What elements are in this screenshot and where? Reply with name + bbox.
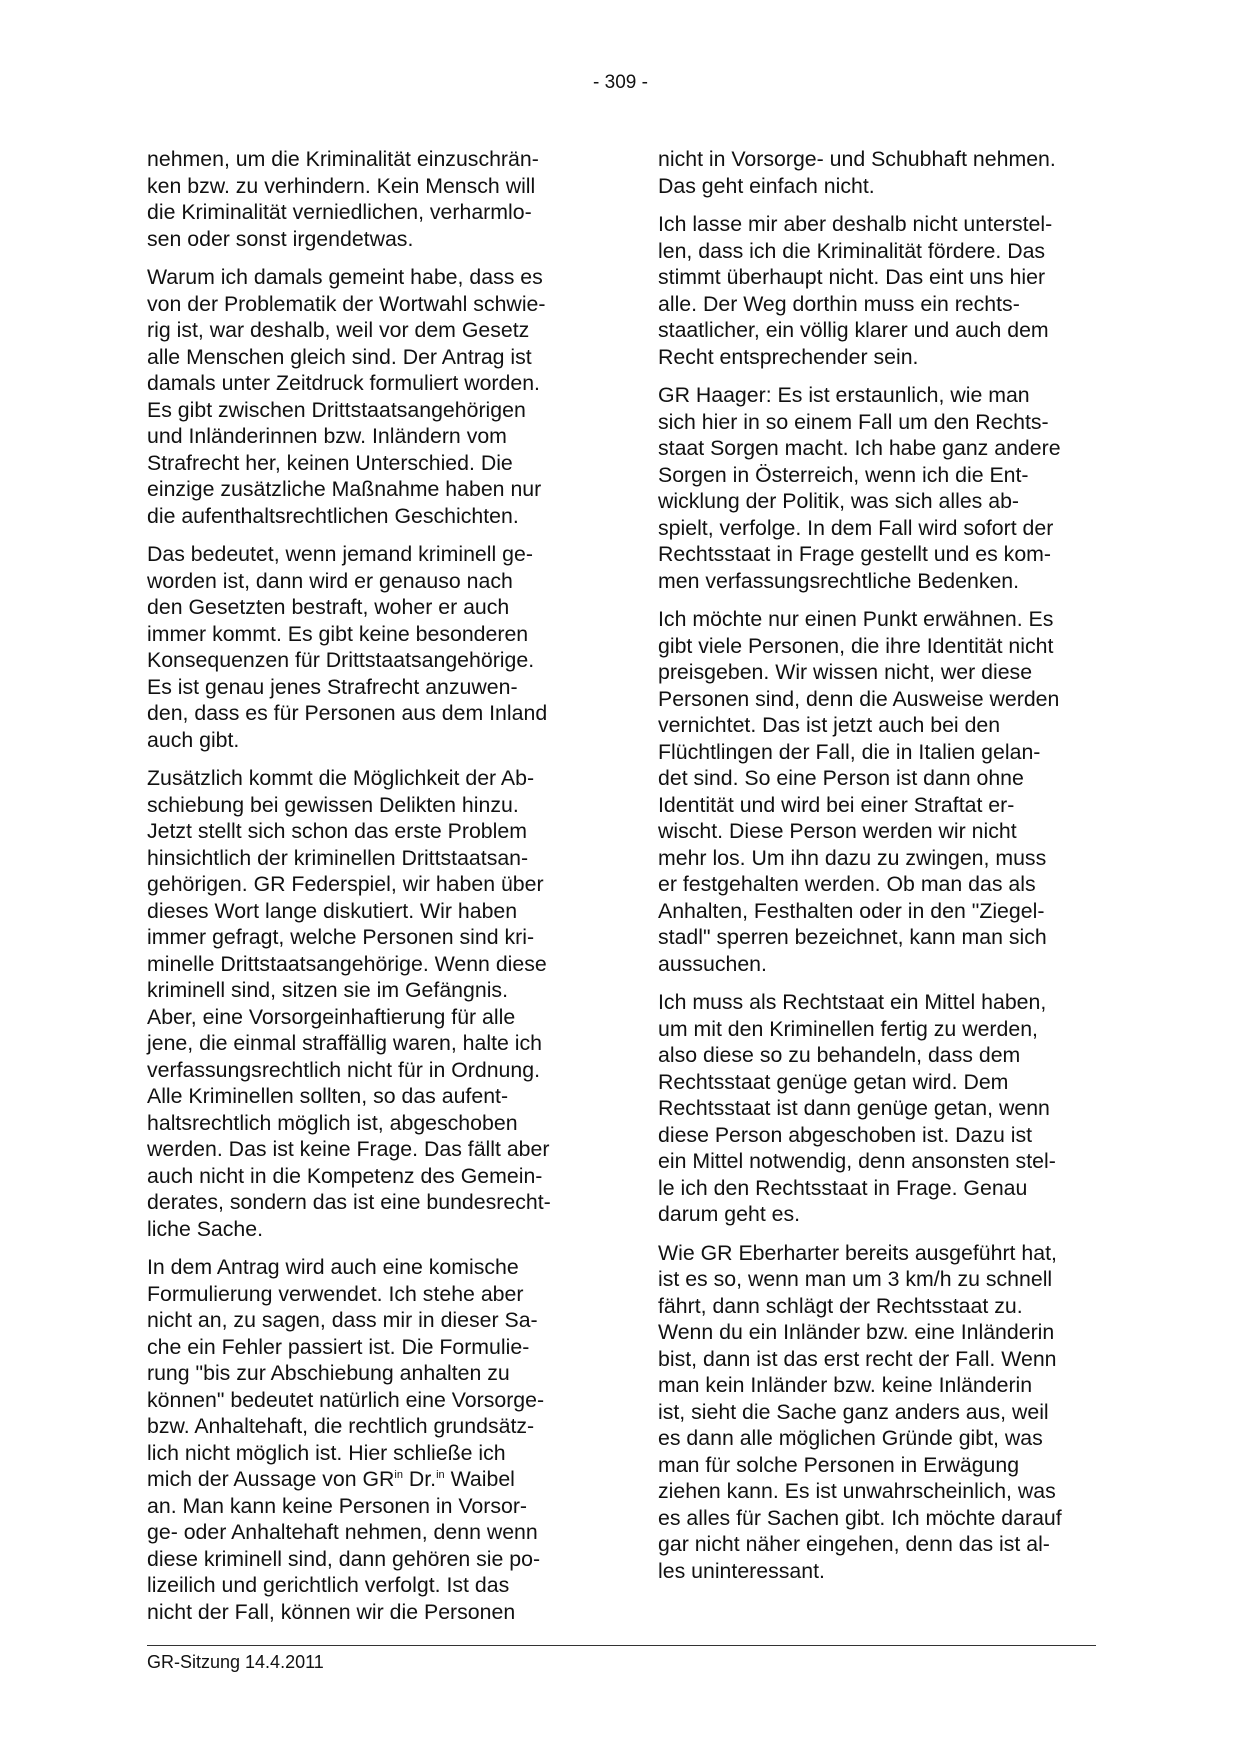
text-line: wischt. Diese Person werden wir nicht bbox=[658, 819, 1017, 843]
text-line: er festgehalten werden. Ob man das als bbox=[658, 872, 1036, 896]
text-line: aussuchen. bbox=[658, 951, 767, 976]
text-line: Das geht einfach nicht. bbox=[658, 173, 875, 198]
text-line: schiebung bei gewissen Delikten hinzu. bbox=[147, 792, 519, 817]
text-line: alle Menschen gleich sind. Der Antrag ist bbox=[147, 344, 532, 369]
text-line: len, dass ich die Kriminalität fördere. Das bbox=[658, 238, 1046, 263]
text-line: lizeilich und gerichtlich verfolgt. Ist das bbox=[147, 1573, 510, 1597]
text-line: Ich möchte nur einen Punkt erwähnen. Es bbox=[658, 607, 1054, 631]
text-line: Das bedeutet, wenn jemand kriminell ge- bbox=[147, 542, 533, 566]
text-line: Wie GR Eberharter bereits ausgeführt hat, bbox=[658, 1240, 1057, 1265]
text-line: nicht an, zu sagen, dass mir in dieser Sa- bbox=[147, 1308, 538, 1332]
paragraph bbox=[147, 264, 587, 529]
text-line: GR Haager: Es ist erstaunlich, wie man bbox=[658, 383, 1030, 407]
text-line: Jetzt stellt sich schon das erste Problem bbox=[147, 819, 527, 843]
text-line: stimmt überhaupt nicht. Das eint uns hier bbox=[658, 265, 1046, 289]
page-number: - 309 - bbox=[593, 72, 648, 93]
text-line: gar nicht näher eingehen, denn das ist al- bbox=[658, 1532, 1050, 1556]
text-line: den, dass es für Personen aus dem Inland bbox=[147, 701, 548, 725]
paragraph bbox=[147, 1254, 587, 1625]
text-line: um mit den Kriminellen fertig zu werden, bbox=[658, 1016, 1038, 1041]
text-line: Rechtsstaat genüge getan wird. Dem bbox=[658, 1069, 1009, 1094]
text-line: Ich muss als Rechtstaat ein Mittel haben, bbox=[658, 990, 1047, 1014]
right-column bbox=[658, 146, 1098, 1596]
superscript: in bbox=[436, 1469, 445, 1481]
text-line: diese kriminell sind, dann gehören sie po- bbox=[147, 1546, 541, 1571]
text-line: immer kommt. Es gibt keine besonderen bbox=[147, 621, 529, 646]
text-line: jene, die einmal straffällig waren, halte ich bbox=[147, 1031, 543, 1055]
text-line: nehmen, um die Kriminalität einzuschrän- bbox=[147, 147, 539, 171]
text-line: verfassungsrechtlich nicht für in Ordnung. bbox=[147, 1057, 541, 1082]
paragraph bbox=[147, 541, 587, 753]
text-line: bist, dann ist das erst recht der Fall. Wenn bbox=[658, 1346, 1057, 1371]
text-line: lich nicht möglich ist. Hier schließe ich bbox=[147, 1440, 506, 1465]
text-line: Es ist genau jenes Strafrecht anzuwen- bbox=[147, 674, 518, 699]
text-line: die aufenthaltsrechtlichen Geschichten. bbox=[147, 503, 519, 528]
text-line: Recht entsprechender sein. bbox=[658, 344, 919, 369]
text-line: und Inländerinnen bzw. Inländern vom bbox=[147, 424, 507, 448]
text-line: mehr los. Um ihn dazu zu zwingen, muss bbox=[658, 845, 1047, 870]
text-line: hinsichtlich der kriminellen Drittstaatsan- bbox=[147, 845, 529, 870]
text-line: spielt, verfolge. In dem Fall wird sofort der bbox=[658, 515, 1054, 540]
text-line: es alles für Sachen gibt. Ich möchte darauf bbox=[658, 1505, 1062, 1530]
text-segment: Dr. bbox=[402, 1467, 437, 1491]
text-line bbox=[147, 1466, 587, 1493]
left-column bbox=[147, 146, 587, 1637]
text-line: rig ist, war deshalb, weil vor dem Gesetz bbox=[147, 318, 530, 342]
text-line: ist es so, wenn man um 3 km/h zu schnell bbox=[658, 1267, 1053, 1291]
paragraph bbox=[658, 146, 1098, 199]
text-line: minelle Drittstaatsangehörige. Wenn diese bbox=[147, 951, 547, 976]
text-line: Rechtsstaat in Frage gestellt und es kom- bbox=[658, 542, 1051, 566]
superscript: in bbox=[394, 1469, 403, 1481]
text-line: Zusätzlich kommt die Möglichkeit der Ab- bbox=[147, 766, 535, 790]
text-line: derates, sondern das ist eine bundesrecht- bbox=[147, 1190, 551, 1214]
text-line: von der Problematik der Wortwahl schwie- bbox=[147, 291, 546, 316]
text-line: liche Sache. bbox=[147, 1216, 264, 1241]
text-line: alle. Der Weg dorthin muss ein rechts- bbox=[658, 291, 1020, 316]
text-segment: Waibel bbox=[444, 1467, 515, 1491]
text-line: Es gibt zwischen Drittstaatsangehörigen bbox=[147, 397, 526, 422]
text-line: preisgeben. Wir wissen nicht, wer diese bbox=[658, 660, 1033, 684]
paragraph bbox=[658, 382, 1098, 594]
paragraph bbox=[658, 211, 1098, 370]
text-line: einzige zusätzliche Maßnahme haben nur bbox=[147, 477, 542, 501]
text-line: Formulierung verwendet. Ich stehe aber bbox=[147, 1281, 524, 1306]
text-line: gehörigen. GR Federspiel, wir haben über bbox=[147, 872, 544, 896]
text-line: Personen sind, denn die Ausweise werden bbox=[658, 686, 1060, 711]
text-line: Anhalten, Festhalten oder in den "Ziegel- bbox=[658, 898, 1045, 923]
text-line: haltsrechtlich möglich ist, abgeschoben bbox=[147, 1110, 518, 1135]
text-line: auch gibt. bbox=[147, 727, 240, 752]
text-line: man kein Inländer bzw. keine Inländerin bbox=[658, 1373, 1033, 1397]
text-line: det sind. So eine Person ist dann ohne bbox=[658, 766, 1024, 790]
text-line: Rechtsstaat ist dann genüge getan, wenn bbox=[658, 1096, 1050, 1120]
text-line: ge- oder Anhaltehaft nehmen, denn wenn bbox=[147, 1520, 538, 1544]
text-line: ziehen kann. Es ist unwahrscheinlich, was bbox=[658, 1479, 1056, 1503]
text-line: immer gefragt, welche Personen sind kri- bbox=[147, 925, 535, 949]
text-line: le ich den Rechtsstaat in Frage. Genau bbox=[658, 1175, 1028, 1200]
footer-text: GR-Sitzung 14.4.2011 bbox=[147, 1652, 324, 1672]
text-line: Ich lasse mir aber deshalb nicht unterstel- bbox=[658, 212, 1053, 236]
text-line: Aber, eine Vorsorgeinhaftierung für alle bbox=[147, 1004, 516, 1029]
paragraph bbox=[658, 989, 1098, 1228]
text-line: ist, sieht die Sache ganz anders aus, weil bbox=[658, 1399, 1049, 1424]
text-line: bzw. Anhaltehaft, die rechtlich grundsätz- bbox=[147, 1414, 535, 1438]
text-line: wicklung der Politik, was sich alles ab- bbox=[658, 489, 1020, 513]
text-line: men verfassungsrechtliche Bedenken. bbox=[658, 568, 1020, 593]
text-line: nicht in Vorsorge- und Schubhaft nehmen. bbox=[658, 147, 1056, 171]
paragraph bbox=[658, 1240, 1098, 1585]
text-line: staatlicher, ein völlig klarer und auch dem bbox=[658, 318, 1049, 342]
text-line: ein Mittel notwendig, denn ansonsten stel- bbox=[658, 1149, 1056, 1173]
text-line: es dann alle möglichen Gründe gibt, was bbox=[658, 1426, 1043, 1450]
text-line: vernichtet. Das ist jetzt auch bei den bbox=[658, 713, 1001, 737]
text-line: stadl" sperren bezeichnet, kann man sich bbox=[658, 925, 1047, 949]
text-line: fährt, dann schlägt der Rechtsstaat zu. bbox=[658, 1293, 1023, 1318]
text-line: Sorgen in Österreich, wenn ich die Ent- bbox=[658, 462, 1029, 487]
text-line: rung "bis zur Abschiebung anhalten zu bbox=[147, 1361, 510, 1385]
paragraph bbox=[147, 146, 587, 252]
footer-divider bbox=[147, 1645, 1096, 1646]
text-line: die Kriminalität verniedlichen, verharmlo- bbox=[147, 200, 532, 224]
text-line: den Gesetzten bestraft, woher er auch bbox=[147, 595, 510, 619]
text-line: können" bedeutet natürlich eine Vorsorge- bbox=[147, 1387, 545, 1412]
text-line: Warum ich damals gemeint habe, dass es bbox=[147, 265, 543, 289]
text-line: diese Person abgeschoben ist. Dazu ist bbox=[658, 1122, 1033, 1147]
text-line: Flüchtlingen der Fall, die in Italien gelan- bbox=[658, 739, 1041, 764]
text-line: ken bzw. zu verhindern. Kein Mensch will bbox=[147, 173, 536, 198]
text-line: les uninteressant. bbox=[658, 1558, 825, 1583]
paragraph bbox=[147, 765, 587, 1242]
text-line: damals unter Zeitdruck formuliert worden. bbox=[147, 371, 540, 395]
text-line: man für solche Personen in Erwägung bbox=[658, 1452, 1020, 1477]
text-line: sen oder sonst irgendetwas. bbox=[147, 226, 414, 251]
text-line: auch nicht in die Kompetenz des Gemein- bbox=[147, 1163, 543, 1188]
text-line: werden. Das ist keine Frage. Das fällt aber bbox=[147, 1137, 550, 1161]
text-line: Konsequenzen für Drittstaatsangehörige. bbox=[147, 648, 535, 672]
text-line: sich hier in so einem Fall um den Rechts- bbox=[658, 409, 1049, 434]
text-line: Wenn du ein Inländer bzw. eine Inländerin bbox=[658, 1320, 1055, 1344]
paragraph bbox=[658, 606, 1098, 977]
text-line: darum geht es. bbox=[658, 1202, 801, 1226]
text-line: kriminell sind, sitzen sie im Gefängnis. bbox=[147, 978, 508, 1002]
text-line: In dem Antrag wird auch eine komische bbox=[147, 1255, 519, 1279]
text-segment: mich der Aussage von GR bbox=[147, 1467, 395, 1491]
text-line: Identität und wird bei einer Straftat er- bbox=[658, 792, 1015, 817]
text-line: staat Sorgen macht. Ich habe ganz andere bbox=[658, 436, 1061, 460]
text-line: also diese so zu behandeln, dass dem bbox=[658, 1043, 1021, 1067]
text-line: dieses Wort lange diskutiert. Wir haben bbox=[147, 898, 518, 923]
text-line: che ein Fehler passiert ist. Die Formulie- bbox=[147, 1334, 530, 1359]
text-line: Alle Kriminellen sollten, so das aufent- bbox=[147, 1084, 509, 1108]
text-line: Strafrecht her, keinen Unterschied. Die bbox=[147, 450, 513, 475]
text-line: nicht der Fall, können wir die Personen bbox=[147, 1599, 516, 1624]
text-line: an. Man kann keine Personen in Vorsor- bbox=[147, 1493, 528, 1518]
text-line: worden ist, dann wird er genauso nach bbox=[147, 568, 513, 593]
text-line: gibt viele Personen, die ihre Identität nicht bbox=[658, 633, 1054, 658]
